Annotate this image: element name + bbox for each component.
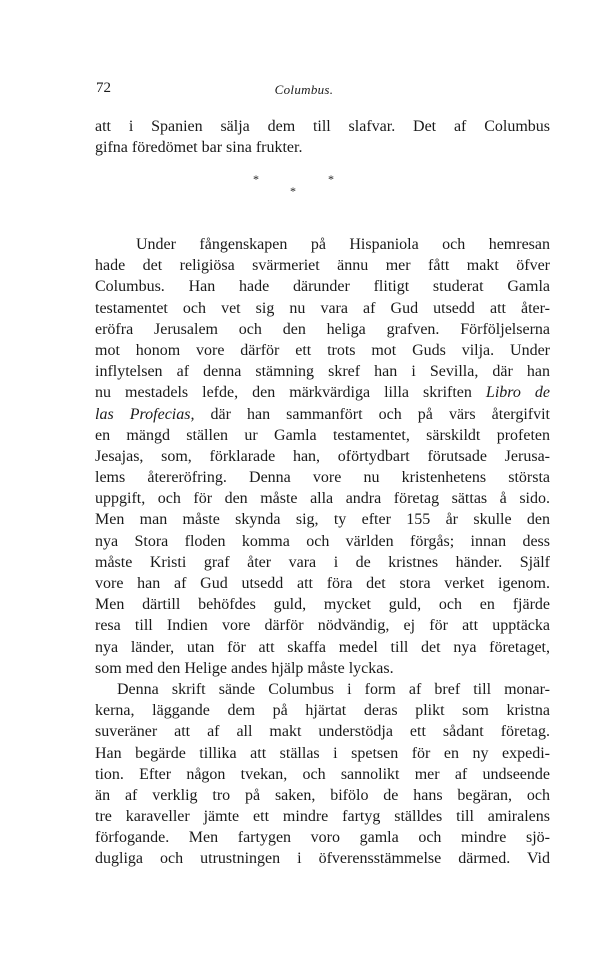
text-line: Han begärde tillika att ställas i spetsen för en ny expedi-	[95, 744, 550, 762]
text-line: Men man måste skynda sig, ty efter 155 år skulle den	[95, 511, 550, 529]
italic-title-cont: Profecias,	[129, 405, 195, 423]
text-line: tre karaveller jämte ett mindre fartyg ställdes till amiralens	[95, 808, 550, 826]
text-line: lems återeröfring. Denna vore nu kristenhetens största	[95, 469, 550, 487]
text-line: än af verklig tro på saken, bifölo de hans begäran, och	[95, 786, 550, 804]
text-line: Jesajas, som, förklarade han, oförtydbart förutsade Jerusa-	[95, 447, 550, 465]
text-line: Under fångenskapen på Hispaniola och hemresan	[136, 236, 550, 253]
text-line: tion. Efter någon tvekan, och sannolikt mer af undseende	[95, 765, 550, 783]
page-number: 72	[96, 80, 111, 96]
text-line: mot honom vore därför ett trots mot Guds vilja. Under	[95, 341, 550, 359]
line-text: där han sammanfört och på värs återgifvit	[194, 405, 551, 423]
text-line: eröfra Jerusalem och den heliga grafven. Förföljelserna	[95, 320, 550, 338]
italic-title-prefix: las	[95, 405, 114, 423]
text-line: Men därtill behöfdes guld, mycket guld, och en fjärde	[95, 596, 550, 614]
line-text: nu mestadels lefde, den märkvärdiga lilla skriften	[95, 384, 472, 402]
text-line: en mängd ställen ur Gamla testamentet, särskildt profeten	[95, 426, 550, 444]
text-line: uppgift, och för den måste alla andra företag sättas å sido.	[95, 490, 550, 508]
text-line: testamentet och vet sig nu vara af Gud utsedd att åter-	[95, 299, 550, 317]
text-line: att i Spanien sälja dem till slafvar. Det af Columbus	[95, 118, 550, 135]
main-text	[95, 234, 550, 870]
text-line: kerna, läggande dem på hjärtat deras plikt som kristna	[95, 702, 550, 720]
text-line: nya länder, utan för att skaffa medel till det nya företaget,	[95, 638, 550, 656]
top-paragraph	[95, 116, 550, 158]
asterism	[0, 172, 608, 202]
text-line	[95, 404, 550, 425]
text-line: resa till Indien vore därför nödvändig, ej för att upptäcka	[95, 617, 550, 635]
italic-title: Libro de	[485, 384, 551, 402]
text-line: gifna föredömet bar sina frukter.	[95, 139, 303, 157]
text-line: hade det religiösa svärmeriet ännu mer fått makt öfver	[95, 257, 550, 275]
text-line: måste Kristi graf åter vara i de kristnes händer. Själf	[95, 553, 550, 571]
text-line: Denna skrift sände Columbus i form af bref till monar-	[117, 680, 550, 698]
text-line	[95, 382, 550, 403]
asterisk: *	[328, 172, 334, 186]
text-line: nya Stora floden komma och världen förgås; innan dess	[95, 532, 550, 550]
running-title: Columbus.	[274, 82, 334, 97]
text-line: förfogande. Men fartygen voro gamla och mindre sjö-	[95, 829, 550, 847]
text-line: Columbus. Han hade därunder flitigt studerat Gamla	[95, 278, 550, 296]
text-line: inflytelsen af denna stämning skref han i Sevilla, där han	[95, 363, 550, 381]
text-line: suveräner att af all makt understödja ett sådant företag.	[95, 723, 550, 741]
text-line: som med den Helige andes hjälp måste lyckas.	[95, 659, 394, 677]
text-line: vore han af Gud utsedd att föra det stora verket igenom.	[95, 575, 550, 592]
asterisk: *	[253, 172, 259, 186]
asterisk: *	[290, 184, 296, 198]
text-line: dugliga och utrustningen i öfverensstämmelse därmed. Vid	[95, 850, 550, 868]
